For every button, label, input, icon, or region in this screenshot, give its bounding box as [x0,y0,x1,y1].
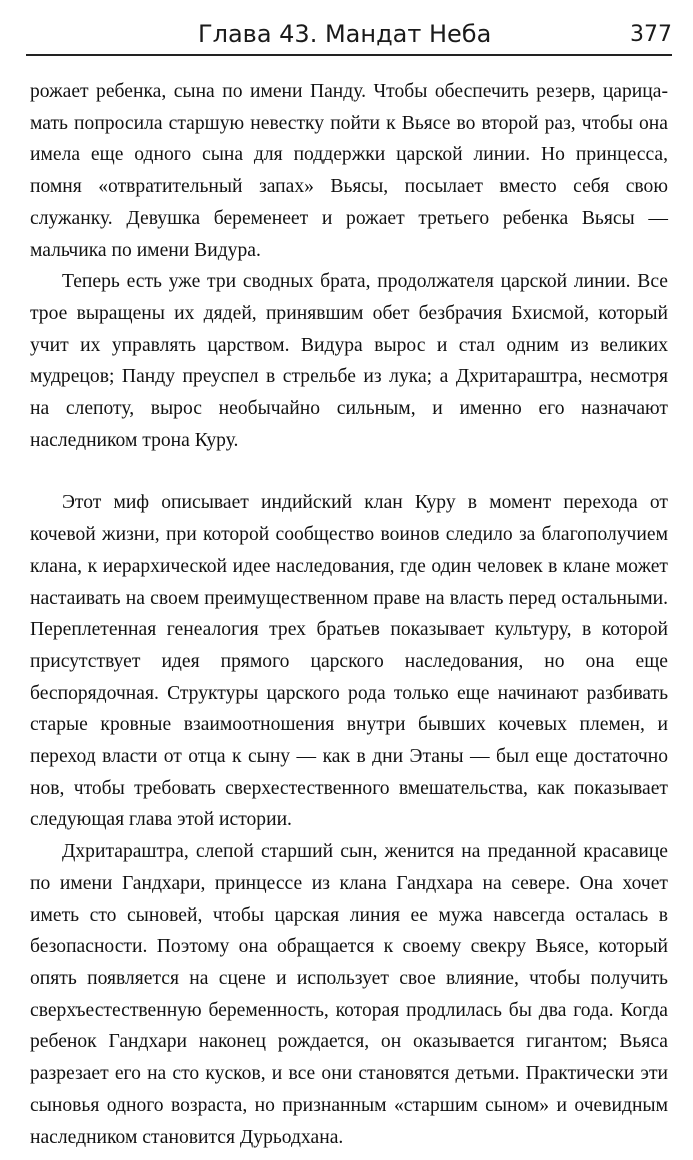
body-text [30,76,668,1153]
paragraph-continued: рожает ребенка, сына по имени Панду. Чтобы обеспечить резерв, царица-мать попросила старшую невестку пойти к Вьясе во второй раз, чтобы она имела еще одного сына для поддержки царской линии. Но принцесса, помня «отвратительный запах» Вьясы, посылает вместо себя свою служанку. Девушка беременеет и рожает третьего ребенка Вьясы — мальчика по имени Видура. [30,81,668,261]
section-break [30,456,668,487]
header-rule [26,54,672,56]
running-header [26,10,672,58]
paragraph: Этот миф описывает индийский клан Куру в момент перехода от кочевой жизни, при которой сообщество воинов следило за благополучием клана, к иерархической идее наследования, где один человек в клане может настаивать на своем преимущественном праве на власть перед остальными. Переплетенная генеалогия трех братьев показывает культуру, в которой присутствует идея прямого царского наследования, но она еще беспорядочная. Структуры царского рода только еще начинают разбивать старые кровные взаимоотношения внутри бывших кочевых племен, и переход власти от отца к сыну — как в дни Этаны — был еще достаточно нов, чтобы требовать сверхестественного вмешательства, как показывает следующая глава этой истории. [30,492,668,831]
chapter-title: Глава 43. Мандат Неба [198,20,492,48]
paragraph: Дхритараштра, слепой старший сын, женится на преданной красавице по имени Гандхари, принцессе из клана Гандхара на севере. Она хочет иметь сто сыновей, чтобы царская линия ее мужа навсегда осталась в безопасности. Поэтому она обращается к своему свекру Вьясе, который опять появляется на сцене и использует свое влияние, чтобы получить сверхъестественную беременность, которая продлилась бы два года. Когда ребенок Гандхари наконец рождается, он оказывается гигантом; Вьяса разрезает его на сто кусков, и все они становятся детьми. Практически эти сыновья одного возраста, но признанным «старшим сыном» и очевидным наследником становится Дурьодхана. [30,841,668,1148]
page-number: 377 [630,22,672,47]
paragraph: Теперь есть уже три сводных брата, продолжателя царской линии. Все трое выращены их дядей, принявшим обет безбрачия Бхисмой, который учит их управлять царством. Видура вырос и стал одним из великих мудрецов; Панду преуспел в стрельбе из лука; а Дхритараштра, несмотря на слепоту, вырос необычайно сильным, и именно его назначают наследником трона Куру. [30,271,668,451]
